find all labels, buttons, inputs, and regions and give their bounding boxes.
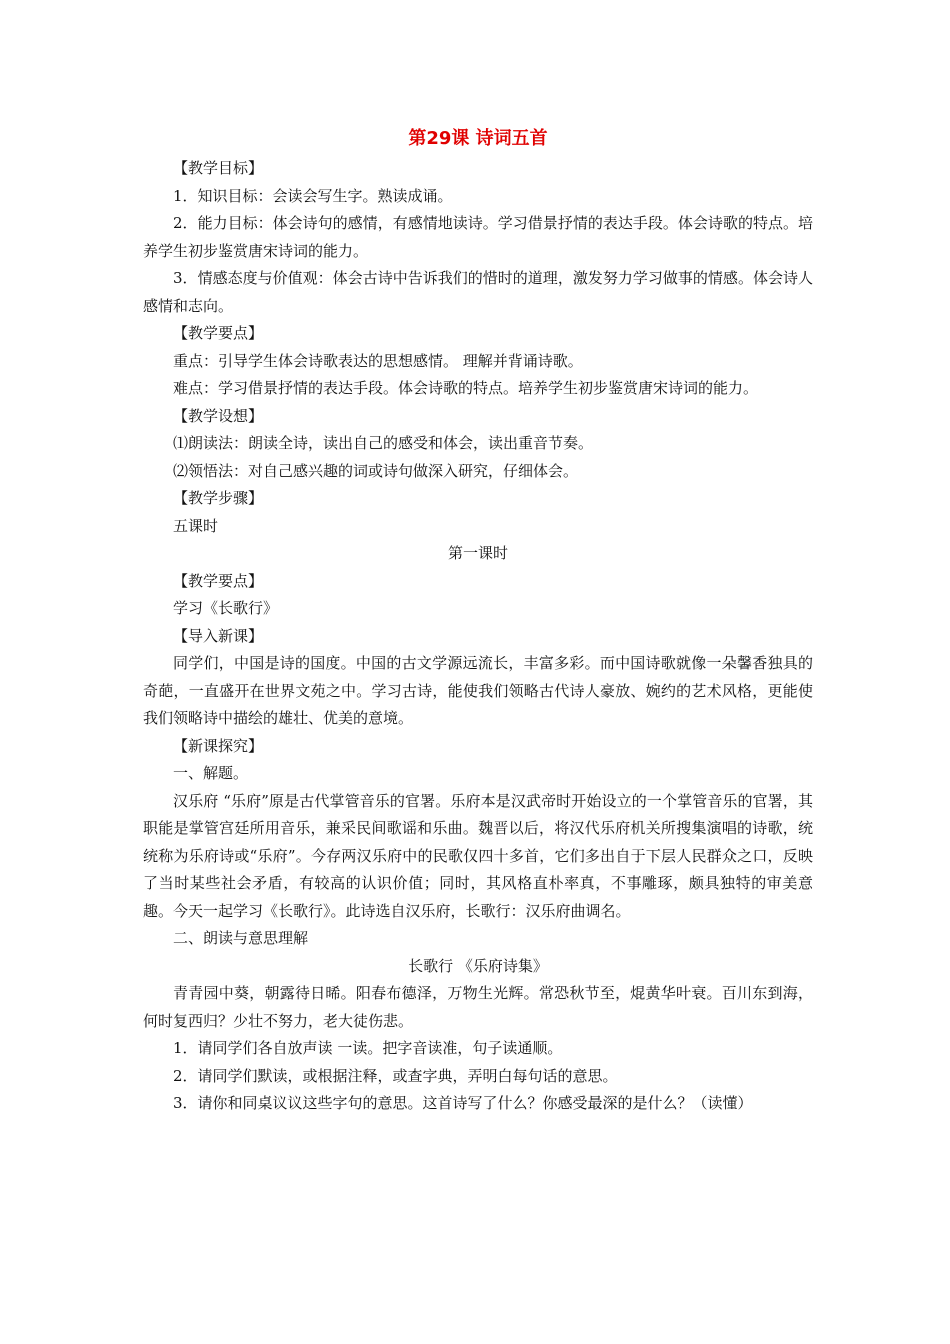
goal-ability: 2．能力目标：体会诗句的感情，有感情地读诗。学习借景抒情的表达手段。体会诗歌的特点。培养学生初步鉴赏唐宋诗词的能力。 (143, 214, 813, 260)
heading-teaching-points: 【教学要点】 (173, 324, 264, 342)
lesson-title: 第29课 诗词五首 (408, 128, 548, 149)
first-class-heading: 第一课时 (447, 544, 508, 562)
document-body (143, 127, 813, 1118)
heading-new-lesson: 【新课探究】 (173, 736, 264, 755)
study-changgexing: 学习《长歌行》 (173, 599, 279, 617)
heading-teaching-steps: 【教学步骤】 (173, 489, 264, 507)
yuefu-explanation: 汉乐府 “乐府”原是古代掌管音乐的官署。乐府本是汉武帝时开始设立的一个掌管音乐的官署，其职能是掌管宫廷所用音乐，兼采民间歌谣和乐曲。魏晋以后，将汉代乐府机关所搜集演唱的诗歌，统统称为乐府诗或“乐府”。今存两汉乐府中的民歌仅四十多首，它们多出自于下层人民群众之口，反映了当时某些社会矛盾，有较高的认识价值；同时，其风格直朴率真，不事雕琢，颇具独特的审美意趣。今天一起学习《长歌行》。此诗选自汉乐府，长歌行：汉乐府曲调名。 (143, 791, 813, 920)
section-reading-meaning: 二、朗读与意思理解 (173, 929, 309, 947)
method-comprehension: ⑵领悟法：对自己感兴趣的词或诗句做深入研究，仔细体会。 (173, 461, 579, 480)
heading-teaching-points-2: 【教学要点】 (173, 571, 264, 590)
poem-text: 青青园中葵，朝露待日晞。阳春布德泽，万物生光辉。常恐秋节至，焜黄华叶衰。百川东到海，何时复西归？少壮不努力，老大徒伤悲。 (143, 984, 813, 1030)
goal-emotion: 3．情感态度与价值观：体会古诗中告诉我们的惜时的道理，激发努力学习做事的情感。体会诗人感情和志向。 (143, 269, 813, 315)
key-point: 重点：引导学生体会诗歌表达的思想感情。 理解并背诵诗歌。 (173, 351, 583, 370)
class-hours: 五课时 (173, 516, 219, 535)
heading-teaching-ideas: 【教学设想】 (173, 406, 264, 425)
difficult-point: 难点：学习借景抒情的表达手段。体会诗歌的特点。培养学生初步鉴赏唐宋诗词的能力。 (173, 379, 759, 397)
poem-title: 长歌行 《乐府诗集》 (408, 956, 548, 975)
heading-introduction: 【导入新课】 (173, 626, 264, 645)
task-2: 2．请同学们默读，或根据注释，或查字典，弄明白每句话的意思。 (173, 1066, 618, 1085)
goal-knowledge: 1．知识目标：会读会写生字。熟读成诵。 (173, 186, 453, 205)
task-1: 1．请同学们各自放声读 一读。把字音读准，句子读通顺。 (173, 1039, 563, 1057)
section-title-explanation: 一、解题。 (173, 764, 249, 782)
task-3: 3．请你和同桌议议这些字句的意思。这首诗写了什么？你感受最深的是什么？（读懂） (173, 1094, 753, 1112)
introduction-text: 同学们，中国是诗的国度。中国的古文学源远流长，丰富多彩。而中国诗歌就像一朵馨香独具的奇葩，一直盛开在世界文苑之中。学习古诗，能使我们领略古代诗人豪放、婉约的艺术风格，更能使我们领略诗中描绘的雄壮、优美的意境。 (143, 654, 813, 727)
heading-teaching-goals: 【教学目标】 (173, 159, 264, 177)
method-reading: ⑴朗读法：朗读全诗，读出自己的感受和体会，读出重音节奏。 (173, 434, 594, 452)
